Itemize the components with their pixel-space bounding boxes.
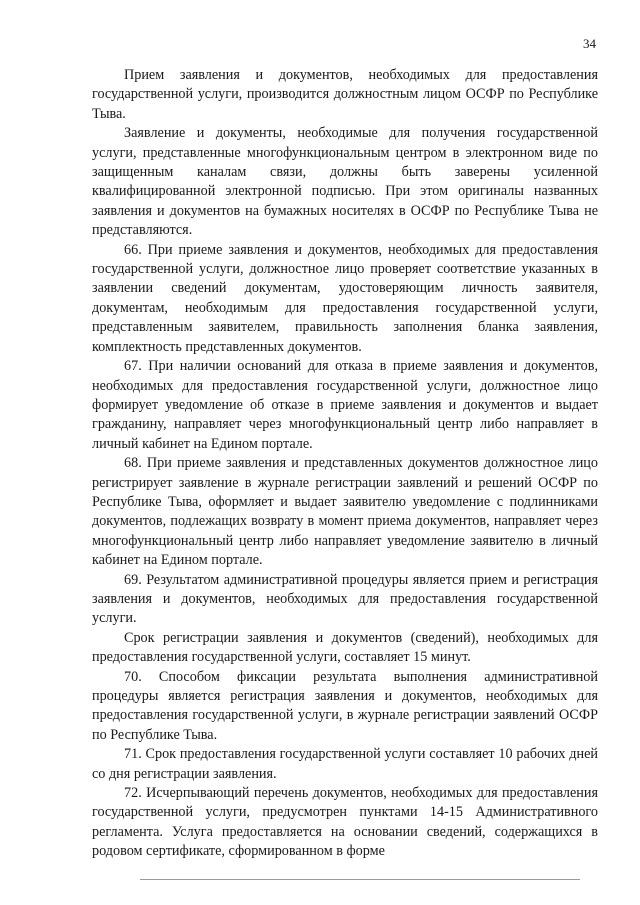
paragraph-item-71: 71. Срок предоставления государственной услуги составляет 10 рабочих дней со дня регистрации заявления. (92, 746, 598, 782)
paragraph-item-72: 72. Исчерпывающий перечень документов, необходимых для предоставления государственной услуги, предусмотрен пунктами 14-15 Административного регламента. Услуга предоставляется на основании сведений, содержащихся в родовом сертификате, сформированном в форме (92, 785, 598, 860)
paragraph-item-70: 70. Способом фиксации результата выполнения административной процедуры является регистрация заявления и документов, необходимых для предоставления государственной услуги, в журнале регистрации заявлений ОСФР по Республике Тыва. (92, 668, 598, 743)
page-number: 34 (583, 36, 596, 51)
paragraph-item-66: 66. При приеме заявления и документов, необходимых для предоставления государственной услуги, должностное лицо проверяет соответствие указанных в заявлении сведений документам, удостоверяющим личность заявителя, документам, необходимым для предоставления государственной услуги, представленным заявителем, правильность заполнения бланка заявления, комплектность представленных документов. (92, 241, 598, 355)
paragraph-electronic-documents: Заявление и документы, необходимые для получения государственной услуги, представленные многофункциональным центром в электронном виде по защищенным каналам связи, должны быть заверены усиленной квалифицированной электронной подписью. При этом оригиналы названных заявления и документов на бумажных носителях в ОСФР по Республике Тыва не представляются. (92, 125, 598, 239)
paragraph-reception: Прием заявления и документов, необходимых для предоставления государственной услуги, производится должностным лицом ОСФР по Республике Тыва. (92, 67, 598, 122)
document-body (92, 66, 598, 862)
paragraph-item-67: 67. При наличии оснований для отказа в приеме заявления и документов, необходимых для предоставления государственной услуги, должностное лицо формирует уведомление об отказе в приеме заявления и документов и выдает гражданину, направляет через многофункциональный центр либо направляет в личный кабинет на Едином портале. (92, 358, 598, 452)
page-bottom-divider (140, 879, 580, 880)
paragraph-item-69: 69. Результатом административной процедуры является прием и регистрация заявления и документов, необходимых для предоставления государственной услуги. (92, 571, 598, 627)
paragraph-registration-term: Срок регистрации заявления и документов (сведений), необходимых для предоставления государственной услуги, составляет 15 минут. (92, 629, 598, 666)
paragraph-item-68: 68. При приеме заявления и представленных документов должностное лицо регистрирует заявление в журнале регистрации заявлений и решений ОСФР по Республике Тыва, оформляет и выдает заявителю уведомление с подлинниками документов, подлежащих возврату в момент приема документов, направляет через многофункциональный центр либо направляет уведомление заявителю в личный кабинет на Едином портале. (92, 455, 598, 569)
